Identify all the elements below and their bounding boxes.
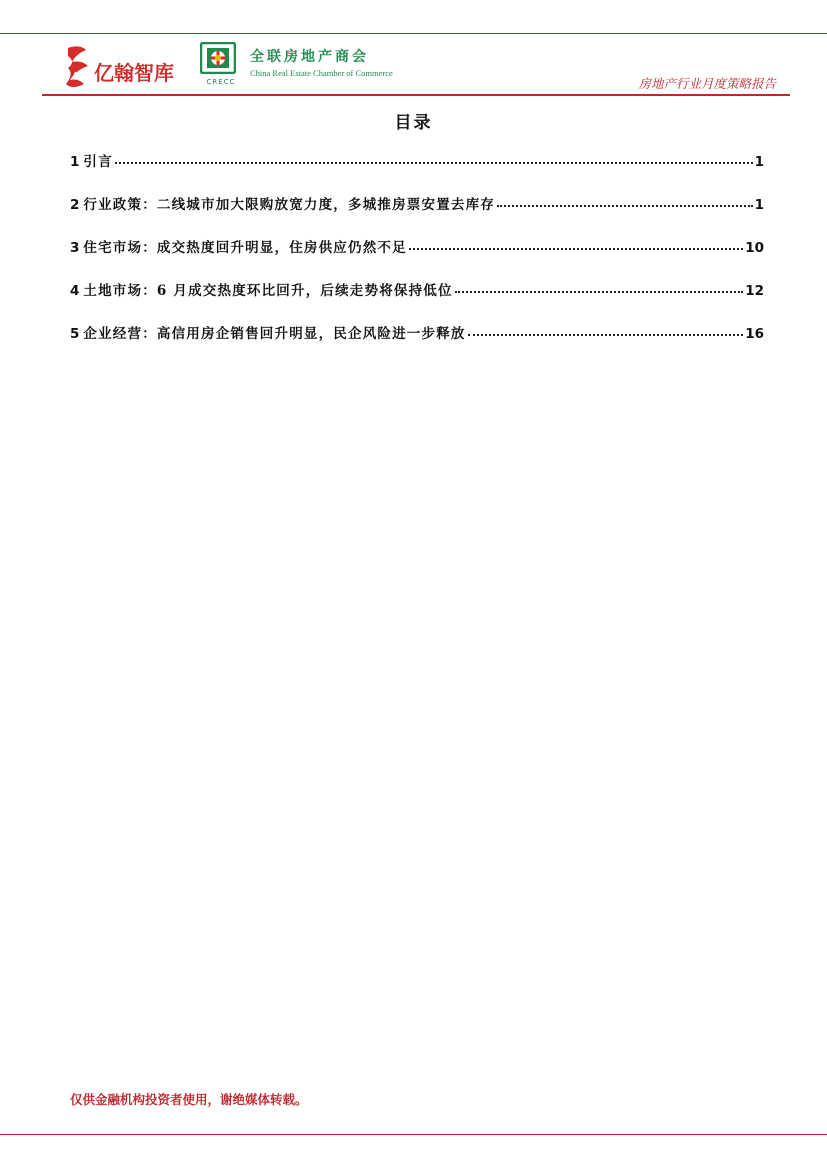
yihan-logo-icon — [62, 44, 92, 90]
crecc-english-name: China Real Estate Chamber of Commerce — [250, 68, 393, 78]
toc-entry-number: 1 — [70, 154, 80, 170]
yihan-logo — [62, 44, 182, 92]
toc-leader-dots — [455, 290, 744, 293]
toc-entry[interactable] — [70, 236, 764, 279]
crecc-logo-icon — [200, 42, 236, 74]
toc-entry-number: 2 — [70, 197, 80, 213]
toc-entry[interactable] — [70, 150, 764, 193]
header-rule — [42, 94, 790, 96]
toc-entry-label: 引言 — [83, 154, 113, 170]
footer-disclaimer: 仅供金融机构投资者使用，谢绝媒体转载。 — [70, 1092, 308, 1107]
toc-leader-dots — [497, 204, 753, 207]
crecc-name: 全联房地产商会 — [250, 49, 369, 65]
toc-entry[interactable] — [70, 279, 764, 322]
yihan-logo-text: 亿翰智库 — [94, 61, 174, 85]
crecc-logo — [200, 42, 410, 90]
bottom-rule — [0, 1134, 827, 1135]
toc-entry-page: 1 — [754, 154, 764, 170]
toc-entry-page: 1 — [754, 197, 764, 213]
top-rule — [0, 33, 827, 34]
toc-entry-number: 5 — [70, 326, 80, 342]
toc-entry-label: 住宅市场：成交热度回升明显，住房供应仍然不足 — [83, 240, 407, 256]
toc-entry-label: 行业政策：二线城市加大限购放宽力度，多城推房票安置去库存 — [83, 197, 496, 213]
toc-entry[interactable] — [70, 322, 764, 365]
report-type: 房地产行业月度策略报告 — [638, 76, 776, 91]
toc-entry-number: 3 — [70, 240, 80, 256]
toc-entry-page: 16 — [745, 326, 764, 342]
toc-title: 目录 — [394, 113, 433, 133]
table-of-contents — [70, 150, 764, 365]
toc-entry-label: 企业经营：高信用房企销售回升明显，民企风险进一步释放 — [83, 326, 466, 342]
toc-leader-dots — [468, 333, 744, 336]
toc-entry[interactable] — [70, 193, 764, 236]
toc-entry-label: 土地市场：6 月成交热度环比回升，后续走势将保持低位 — [83, 283, 453, 299]
toc-leader-dots — [115, 161, 753, 164]
crecc-abbr: CRECC — [206, 78, 236, 86]
toc-entry-number: 4 — [70, 283, 80, 299]
page-header — [42, 40, 790, 96]
toc-leader-dots — [409, 247, 743, 250]
toc-entry-page: 12 — [745, 283, 764, 299]
toc-entry-page: 10 — [745, 240, 764, 256]
